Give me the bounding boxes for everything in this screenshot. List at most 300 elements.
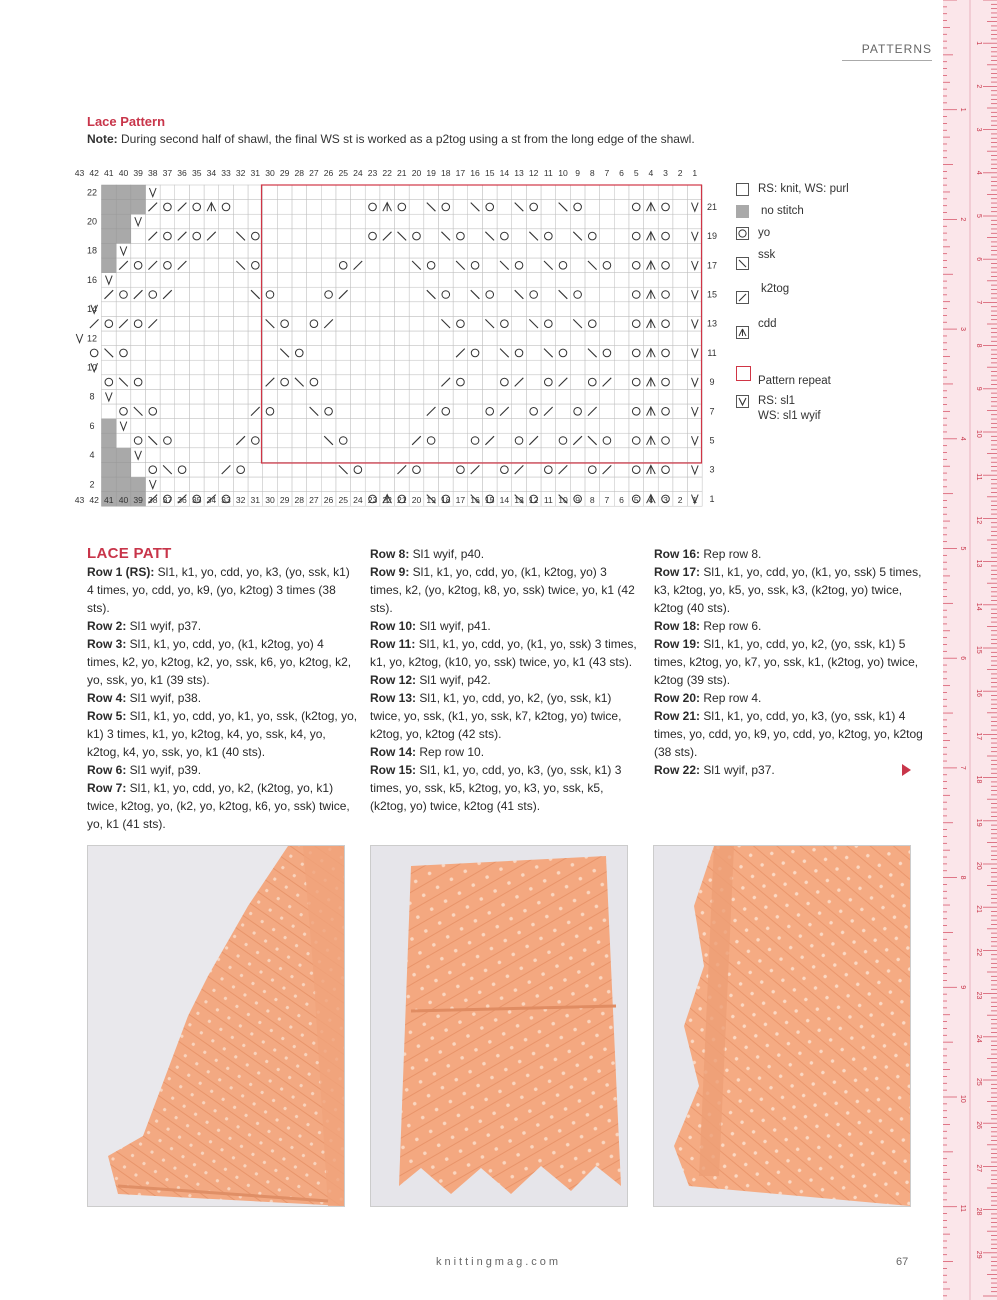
chart-cell bbox=[600, 316, 615, 331]
chart-cell bbox=[468, 258, 483, 273]
chart-cell bbox=[233, 462, 248, 477]
chart-cell bbox=[395, 200, 410, 215]
ruler-label-cm: 22 bbox=[975, 948, 982, 957]
chart-cell bbox=[409, 462, 424, 477]
chart-cell bbox=[585, 243, 600, 258]
chart-cell bbox=[468, 404, 483, 419]
chart-cell bbox=[219, 302, 234, 317]
chart-cell bbox=[189, 389, 204, 404]
chart-cell bbox=[263, 462, 278, 477]
legend-cdd-label: cdd bbox=[758, 318, 777, 330]
chart-cell bbox=[438, 448, 453, 463]
chart-cell bbox=[351, 462, 366, 477]
chart-cell bbox=[497, 433, 512, 448]
chart-cell bbox=[175, 477, 190, 492]
chart-cell bbox=[556, 477, 571, 492]
column-number: 39 bbox=[133, 168, 143, 178]
sl1-icon bbox=[736, 395, 749, 408]
chart-cell bbox=[468, 477, 483, 492]
chart-cell bbox=[219, 200, 234, 215]
chart-cell bbox=[526, 346, 541, 361]
row-instructions: Sl1 wyif, p42. bbox=[416, 673, 491, 687]
chart-cell bbox=[395, 316, 410, 331]
chart-cell bbox=[409, 229, 424, 244]
column-number: 36 bbox=[177, 495, 187, 505]
chart-cell bbox=[204, 346, 219, 361]
chart-cell bbox=[263, 214, 278, 229]
chart-cell bbox=[629, 229, 644, 244]
chart-cell bbox=[409, 185, 424, 200]
chart-cell bbox=[219, 273, 234, 288]
chart-cell bbox=[468, 273, 483, 288]
chart-cell-nostitch bbox=[116, 448, 131, 463]
chart-cell bbox=[277, 258, 292, 273]
chart-cell bbox=[307, 302, 322, 317]
chart-cell bbox=[497, 448, 512, 463]
chart-cell bbox=[292, 200, 307, 215]
chart-cell bbox=[292, 477, 307, 492]
chart-cell bbox=[116, 273, 131, 288]
chart-title: Lace Pattern bbox=[87, 114, 166, 129]
chart-cell bbox=[658, 258, 673, 273]
chart-cell bbox=[307, 433, 322, 448]
k2tog-icon bbox=[736, 291, 749, 304]
chart-cell bbox=[160, 448, 175, 463]
yo-symbol bbox=[90, 349, 98, 357]
chart-cell bbox=[673, 360, 688, 375]
cdd-icon bbox=[736, 326, 749, 339]
chart-cell bbox=[585, 448, 600, 463]
chart-cell bbox=[336, 214, 351, 229]
chart-cell bbox=[468, 243, 483, 258]
row-number-ws: 12 bbox=[86, 333, 98, 344]
chart-cell bbox=[512, 477, 527, 492]
chart-cell bbox=[453, 273, 468, 288]
chart-cell bbox=[556, 316, 571, 331]
chart-cell bbox=[219, 229, 234, 244]
chart-cell bbox=[248, 433, 263, 448]
chart-cell bbox=[600, 360, 615, 375]
chart-cell bbox=[321, 389, 336, 404]
chart-cell bbox=[365, 243, 380, 258]
row-label: Row 3: bbox=[87, 637, 127, 651]
chart-cell bbox=[189, 316, 204, 331]
legend-ssk-label: ssk bbox=[758, 249, 776, 261]
row-label: Row 6: bbox=[87, 763, 127, 777]
column-number: 35 bbox=[191, 168, 202, 178]
row-label: Row 20: bbox=[654, 691, 701, 705]
chart-cell bbox=[116, 404, 131, 419]
chart-cell bbox=[204, 243, 219, 258]
chart-cell bbox=[277, 404, 292, 419]
chart-cell bbox=[526, 258, 541, 273]
column-number: 29 bbox=[279, 495, 290, 505]
chart-cell bbox=[175, 243, 190, 258]
chart-cell bbox=[365, 287, 380, 302]
chart-cell bbox=[556, 243, 571, 258]
chart-cell bbox=[614, 375, 629, 390]
chart-cell bbox=[629, 389, 644, 404]
column-number: 24 bbox=[353, 168, 363, 178]
chart-cell bbox=[438, 273, 453, 288]
chart-cell bbox=[219, 389, 234, 404]
chart-cell bbox=[424, 360, 439, 375]
chart-cell bbox=[307, 462, 322, 477]
chart-cell bbox=[204, 316, 219, 331]
ruler-label-cm: 14 bbox=[975, 602, 982, 611]
chart-cell bbox=[438, 462, 453, 477]
chart-cell bbox=[438, 360, 453, 375]
chart-cell bbox=[673, 200, 688, 215]
chart-cell bbox=[497, 287, 512, 302]
chart-cell bbox=[395, 258, 410, 273]
chart-cell bbox=[468, 185, 483, 200]
chart-cell bbox=[614, 448, 629, 463]
chart-cell bbox=[365, 433, 380, 448]
chart-cell bbox=[600, 200, 615, 215]
chart-cell bbox=[395, 419, 410, 434]
chart-cell bbox=[189, 243, 204, 258]
chart-cell bbox=[219, 346, 234, 361]
chart-cell bbox=[600, 258, 615, 273]
chart-cell bbox=[189, 448, 204, 463]
row-number-ws: 6 bbox=[89, 420, 95, 431]
chart-cell bbox=[277, 273, 292, 288]
chart-cell bbox=[277, 462, 292, 477]
chart-cell bbox=[131, 302, 146, 317]
chart-cell bbox=[248, 448, 263, 463]
column-number: 12 bbox=[528, 168, 539, 178]
pattern-row bbox=[654, 635, 926, 689]
chart-cell bbox=[160, 433, 175, 448]
chart-cell bbox=[307, 477, 322, 492]
chart-cell bbox=[292, 185, 307, 200]
chart-cell bbox=[438, 331, 453, 346]
chart-cell bbox=[541, 273, 556, 288]
chart-cell bbox=[204, 185, 219, 200]
column-number: 26 bbox=[323, 495, 334, 505]
chart-cell bbox=[277, 316, 292, 331]
chart-cell bbox=[233, 360, 248, 375]
chart-cell bbox=[526, 214, 541, 229]
chart-cell bbox=[541, 185, 556, 200]
chart-cell bbox=[614, 273, 629, 288]
chart-cell bbox=[497, 273, 512, 288]
chart-cell bbox=[175, 404, 190, 419]
chart-cell bbox=[512, 273, 527, 288]
ruler-label-cm: 8 bbox=[975, 343, 982, 348]
ruler-label-cm: 17 bbox=[975, 732, 982, 741]
ruler-label-in: 2 bbox=[959, 217, 966, 222]
chart-cell bbox=[175, 185, 190, 200]
row-label: Row 5: bbox=[87, 709, 127, 723]
chart-cell bbox=[644, 331, 659, 346]
chart-cell bbox=[424, 375, 439, 390]
chart-cell bbox=[160, 214, 175, 229]
chart-cell bbox=[160, 229, 175, 244]
chart-cell bbox=[438, 404, 453, 419]
ruler-label-cm: 13 bbox=[975, 559, 982, 568]
chart-cell-nostitch bbox=[102, 433, 117, 448]
row-instructions: Sl1, k1, yo, cdd, yo, k2, (yo, ssk, k1) 5 times, k2tog, yo, k7, yo, ssk, k1, (k2tog, yo) twice, k2tog (39 sts). bbox=[654, 637, 919, 687]
chart-cell bbox=[292, 243, 307, 258]
pattern-row bbox=[87, 617, 359, 635]
chart-cell bbox=[585, 302, 600, 317]
chart-cell bbox=[570, 302, 585, 317]
chart-cell bbox=[219, 287, 234, 302]
chart-cell bbox=[263, 258, 278, 273]
chart-cell bbox=[175, 273, 190, 288]
chart-cell bbox=[424, 448, 439, 463]
pattern-row bbox=[87, 563, 359, 617]
chart-cell bbox=[644, 477, 659, 492]
chart-cell bbox=[585, 287, 600, 302]
row-label: Row 18: bbox=[654, 619, 701, 633]
chart-cell bbox=[351, 389, 366, 404]
column-number: 3 bbox=[663, 168, 668, 178]
chart-cell bbox=[175, 462, 190, 477]
chart-cell bbox=[365, 448, 380, 463]
chart-cell bbox=[658, 404, 673, 419]
legend-nostitch-label: no stitch bbox=[761, 205, 804, 217]
chart-cell bbox=[585, 375, 600, 390]
pattern-row bbox=[87, 779, 359, 833]
chart-cell bbox=[644, 273, 659, 288]
chart-cell bbox=[365, 316, 380, 331]
chart-cell bbox=[556, 258, 571, 273]
ruler-label-in: 9 bbox=[959, 985, 966, 990]
chart-cell bbox=[189, 302, 204, 317]
chart-cell bbox=[102, 331, 117, 346]
chart-cell-nostitch bbox=[102, 419, 117, 434]
chart-cell bbox=[131, 389, 146, 404]
pattern-row bbox=[87, 761, 359, 779]
chart-cell bbox=[277, 185, 292, 200]
row-instructions: Sl1, k1, yo, cdd, yo, k3, (yo, ssk, k1) 4 times, yo, cdd, yo, k9, yo, cdd, yo, k2tog, yo, k2tog (38 sts). bbox=[654, 709, 923, 759]
chart-cell bbox=[219, 331, 234, 346]
chart-cell bbox=[482, 346, 497, 361]
chart-cell bbox=[395, 360, 410, 375]
chart-cell bbox=[189, 214, 204, 229]
column-number: 17 bbox=[455, 495, 466, 505]
ssk-icon bbox=[736, 257, 749, 270]
chart-cell bbox=[688, 302, 703, 317]
chart-cell-nostitch bbox=[102, 200, 117, 215]
chart-cell bbox=[512, 331, 527, 346]
chart-cell bbox=[644, 243, 659, 258]
chart-cell bbox=[600, 419, 615, 434]
chart-cell bbox=[629, 287, 644, 302]
chart-cell bbox=[570, 404, 585, 419]
row-instructions: Sl1, k1, yo, cdd, yo, k2, (k2tog, yo, k1) twice, k2tog, yo, (k2, yo, k2tog, k6, yo, ssk) twice, yo, k1 (41 sts). bbox=[87, 781, 350, 831]
chart-cell bbox=[351, 316, 366, 331]
chart-cell bbox=[482, 302, 497, 317]
chart-cell bbox=[556, 273, 571, 288]
chart-grid bbox=[102, 185, 703, 506]
ruler-label-cm: 24 bbox=[975, 1034, 982, 1043]
chart-cell bbox=[585, 477, 600, 492]
chart-cell bbox=[673, 214, 688, 229]
column-number: 41 bbox=[104, 495, 114, 505]
chart-cell bbox=[307, 258, 322, 273]
chart-cell bbox=[233, 302, 248, 317]
chart-cell bbox=[658, 229, 673, 244]
row-label: Row 19: bbox=[654, 637, 701, 651]
chart-cell bbox=[644, 419, 659, 434]
column-number: 15 bbox=[484, 495, 495, 505]
chart-cell bbox=[673, 258, 688, 273]
chart-cell bbox=[277, 375, 292, 390]
column-number: 25 bbox=[338, 168, 349, 178]
column-number: 4 bbox=[648, 168, 654, 178]
chart-cell bbox=[424, 273, 439, 288]
chart-cell bbox=[175, 302, 190, 317]
chart-cell bbox=[526, 462, 541, 477]
chart-cell bbox=[248, 346, 263, 361]
chart-cell bbox=[468, 419, 483, 434]
chart-cell bbox=[131, 360, 146, 375]
column-number: 7 bbox=[604, 168, 610, 178]
ruler-label-in: 11 bbox=[959, 1204, 966, 1212]
chart-cell bbox=[204, 433, 219, 448]
column-number: 31 bbox=[250, 495, 261, 505]
chart-cell bbox=[438, 243, 453, 258]
chart-cell-nostitch bbox=[102, 185, 117, 200]
chart-cell bbox=[482, 273, 497, 288]
column-number: 16 bbox=[470, 168, 480, 178]
chart-cell bbox=[541, 360, 556, 375]
chart-cell bbox=[512, 302, 527, 317]
chart-cell bbox=[292, 462, 307, 477]
chart-cell bbox=[438, 214, 453, 229]
ruler-label-cm: 2 bbox=[975, 84, 982, 89]
chart-cell bbox=[438, 419, 453, 434]
row-instructions: Rep row 6. bbox=[700, 619, 762, 633]
chart-cell bbox=[482, 287, 497, 302]
chart-cell bbox=[292, 419, 307, 434]
chart-cell bbox=[277, 389, 292, 404]
column-number: 33 bbox=[221, 168, 231, 178]
column-number: 30 bbox=[265, 495, 275, 505]
nostitch-swatch bbox=[736, 205, 749, 218]
chart-cell bbox=[189, 331, 204, 346]
chart-cell bbox=[541, 375, 556, 390]
chart-cell bbox=[145, 273, 160, 288]
chart-cell bbox=[204, 389, 219, 404]
chart-cell bbox=[277, 477, 292, 492]
column-number: 32 bbox=[235, 168, 246, 178]
column-number: 21 bbox=[397, 168, 407, 178]
chart-cell bbox=[219, 243, 234, 258]
chart-cell bbox=[131, 243, 146, 258]
legend-repeat-label: Pattern repeat bbox=[758, 375, 831, 387]
chart-cell bbox=[321, 404, 336, 419]
column-number: 23 bbox=[367, 495, 378, 505]
chart-cell bbox=[189, 287, 204, 302]
row-label: Row 7: bbox=[87, 781, 127, 795]
chart-cell bbox=[556, 389, 571, 404]
chart-cell bbox=[189, 200, 204, 215]
knit-swatch bbox=[736, 183, 749, 196]
chart-cell bbox=[189, 229, 204, 244]
chart-cell bbox=[292, 331, 307, 346]
chart-cell bbox=[277, 243, 292, 258]
chart-cell bbox=[248, 273, 263, 288]
column-number: 8 bbox=[589, 495, 595, 505]
chart-cell-nostitch bbox=[131, 477, 146, 492]
chart-cell bbox=[526, 273, 541, 288]
row-number-ws: 8 bbox=[89, 391, 95, 402]
ruler-label-in: 6 bbox=[959, 656, 966, 661]
chart-cell bbox=[629, 346, 644, 361]
chart-cell bbox=[160, 375, 175, 390]
chart-cell bbox=[292, 302, 307, 317]
chart-cell bbox=[131, 273, 146, 288]
chart-cell bbox=[336, 185, 351, 200]
row-instructions: Sl1, k1, yo, cdd, yo, k3, (yo, ssk, k1) 4 times, yo, cdd, yo, k9, (yo, k2tog) 3 times (38 sts). bbox=[87, 565, 350, 615]
column-number: 10 bbox=[558, 495, 568, 505]
chart-cell bbox=[365, 389, 380, 404]
chart-cell bbox=[233, 375, 248, 390]
row-instructions: Sl1 wyif, p40. bbox=[409, 547, 485, 561]
chart-cell bbox=[233, 331, 248, 346]
row-number-rs: 11 bbox=[707, 347, 717, 358]
chart-cell bbox=[219, 316, 234, 331]
chart-cell bbox=[526, 287, 541, 302]
chart-cell bbox=[614, 404, 629, 419]
chart-cell bbox=[380, 448, 395, 463]
chart-cell bbox=[600, 404, 615, 419]
chart-cell bbox=[351, 448, 366, 463]
chart-cell-nostitch bbox=[131, 185, 146, 200]
chart-cell-nostitch bbox=[102, 258, 117, 273]
row-label: Row 15: bbox=[370, 763, 417, 777]
chart-cell bbox=[321, 302, 336, 317]
column-number: 34 bbox=[206, 495, 217, 505]
chart-cell bbox=[673, 389, 688, 404]
chart-cell bbox=[526, 389, 541, 404]
ruler-label-in: 8 bbox=[959, 875, 966, 880]
column-number: 9 bbox=[575, 495, 581, 505]
chart-cell bbox=[365, 404, 380, 419]
row-number-ws: 16 bbox=[86, 274, 98, 285]
chart-cell bbox=[160, 258, 175, 273]
chart-cell bbox=[512, 448, 527, 463]
row-instructions: Sl1 wyif, p37. bbox=[126, 619, 202, 633]
chart-cell bbox=[263, 243, 278, 258]
chart-cell bbox=[673, 448, 688, 463]
chart-cell bbox=[600, 214, 615, 229]
chart-cell bbox=[629, 258, 644, 273]
column-number: 33 bbox=[221, 495, 231, 505]
row-label: Row 1 (RS): bbox=[87, 565, 155, 579]
chart-cell bbox=[409, 360, 424, 375]
column-number: 41 bbox=[104, 168, 114, 178]
chart-cell bbox=[585, 389, 600, 404]
chart-cell bbox=[468, 316, 483, 331]
chart-cell bbox=[468, 346, 483, 361]
chart-cell bbox=[336, 448, 351, 463]
column-number: 18 bbox=[440, 495, 451, 505]
lace-chart bbox=[74, 165, 720, 510]
chart-cell bbox=[307, 346, 322, 361]
chart-cell bbox=[497, 185, 512, 200]
chart-cell bbox=[468, 433, 483, 448]
row-number-ws: 18 bbox=[86, 245, 98, 256]
chart-cell bbox=[219, 185, 234, 200]
chart-cell bbox=[644, 448, 659, 463]
column-number: 34 bbox=[206, 168, 217, 178]
